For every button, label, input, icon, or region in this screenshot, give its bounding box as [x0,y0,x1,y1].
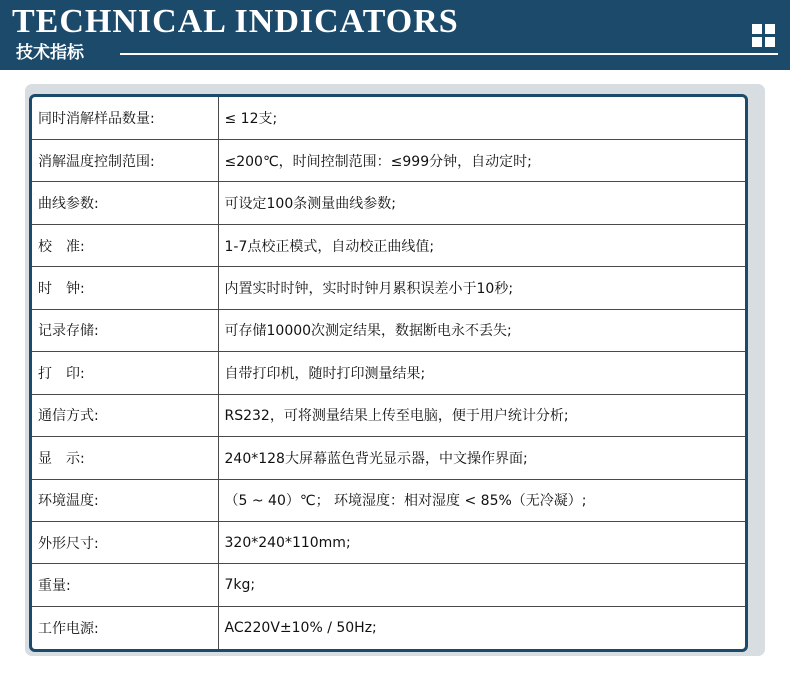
table-row [32,606,745,649]
spec-label: 通信方式: [32,394,218,436]
spec-value: （5 ~ 40）℃； 环境湿度：相对湿度 < 85%（无冷凝）; [218,479,745,521]
table-row [32,522,745,564]
header-banner [0,0,790,70]
spec-value: 可存储10000次测定结果，数据断电永不丢失; [218,309,745,351]
spec-label: 同时消解样品数量: [32,97,218,139]
spec-label: 消解温度控制范围: [32,139,218,181]
spec-label: 曲线参数: [32,182,218,224]
spec-table [32,97,745,649]
spec-label: 环境温度: [32,479,218,521]
title-cn: 技术指标 [16,43,84,63]
table-row [32,564,745,606]
spec-label: 外形尺寸: [32,522,218,564]
spec-value: AC220V±10% / 50Hz; [218,606,745,649]
table-row [32,352,745,394]
grid-icon [752,24,776,48]
spec-label: 校 准: [32,224,218,266]
spec-value: 7kg; [218,564,745,606]
spec-label: 工作电源: [32,606,218,649]
spec-value: 1-7点校正模式，自动校正曲线值; [218,224,745,266]
table-row [32,267,745,309]
table-row [32,437,745,479]
title-en: TECHNICAL INDICATORS [12,3,459,40]
spec-value: ≤200℃，时间控制范围：≤999分钟，自动定时; [218,139,745,181]
spec-label: 记录存储: [32,309,218,351]
spec-label: 打 印: [32,352,218,394]
spec-table-frame [29,94,748,652]
spec-value: 可设定100条测量曲线参数; [218,182,745,224]
table-row [32,182,745,224]
spec-value: ≤ 12支; [218,97,745,139]
spec-label: 时 钟: [32,267,218,309]
spec-value: 320*240*110mm; [218,522,745,564]
spec-value: RS232，可将测量结果上传至电脑，便于用户统计分析; [218,394,745,436]
table-row [32,394,745,436]
table-row [32,479,745,521]
title-divider [120,53,778,55]
spec-value: 内置实时时钟，实时时钟月累积误差小于10秒; [218,267,745,309]
table-row [32,97,745,139]
spec-label: 重量: [32,564,218,606]
table-row [32,139,745,181]
table-row [32,224,745,266]
spec-value: 240*128大屏幕蓝色背光显示器，中文操作界面; [218,437,745,479]
spec-value: 自带打印机，随时打印测量结果; [218,352,745,394]
table-row [32,309,745,351]
spec-label: 显 示: [32,437,218,479]
